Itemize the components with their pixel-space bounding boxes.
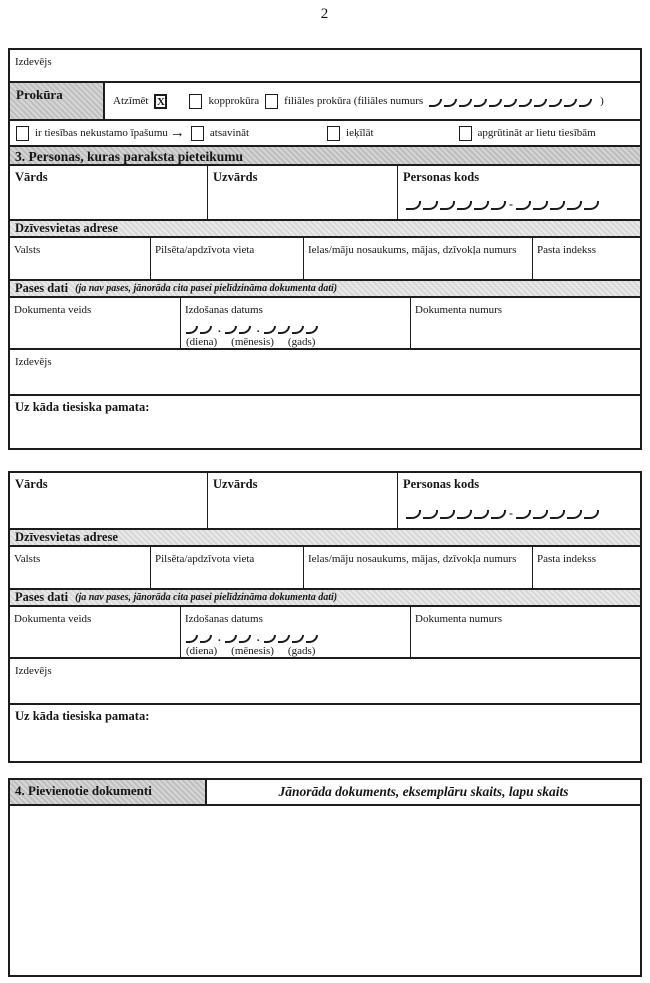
address-header-title: Dzīvesvietas adrese	[15, 530, 118, 544]
address2-row	[10, 545, 640, 588]
date-slots-year	[264, 322, 320, 334]
kopprokura-label: kopprokūra	[208, 95, 260, 107]
uz-kada-pamata-label: Uz kāda tiesiska pamata:	[15, 400, 150, 414]
uzvards-field	[207, 166, 397, 219]
gads-label: (gads)	[287, 336, 316, 348]
section4-title: 4. Pievienotie dokumenti	[15, 783, 152, 798]
izdevejs-label: Izdevējs	[15, 665, 52, 677]
personas-kods-label: Personas kods	[403, 477, 480, 491]
iekilat-checkbox-icon	[327, 126, 340, 141]
atzimet-label: Atzīmēt	[113, 95, 149, 107]
filiales-close-paren: )	[600, 95, 604, 107]
dokumenta-veids-label: Dokumenta veids	[14, 304, 92, 316]
izdosanas-datums-field	[180, 298, 410, 348]
kods-slots-right	[516, 507, 601, 519]
personas-kods-field	[397, 166, 640, 219]
izdosanas-datums-label: Izdošanas datums	[185, 304, 263, 316]
date-slots-day	[186, 322, 214, 334]
dokumenta-veids-field	[10, 298, 180, 348]
dokumenta-veids-field	[10, 607, 180, 657]
uz-kada-pamata1-field	[10, 394, 640, 448]
date-dot: .	[218, 632, 221, 644]
uzvards-label: Uzvārds	[213, 477, 258, 491]
address1-row	[10, 236, 640, 279]
pases-header-title: Pases dati	[15, 590, 69, 604]
pasta-indekss-label: Pasta indekss	[537, 244, 596, 256]
kods-hyphen: -	[509, 197, 513, 211]
atsavinat-label: atsavināt	[209, 127, 250, 139]
atsavinat-checkbox-icon	[191, 126, 204, 141]
pases-header-title: Pases dati	[15, 281, 69, 295]
pilseta-field	[150, 547, 303, 588]
person2-name-row	[10, 473, 640, 528]
pases-header-note: (ja nav pases, jānorāda cita pasei pielīdzināma dokumenta dati)	[75, 592, 338, 603]
uzvards-label: Uzvārds	[213, 170, 258, 184]
izdevejs-field-top	[10, 50, 640, 81]
valsts-label: Valsts	[14, 244, 41, 256]
date-dot: .	[218, 323, 221, 335]
rights-main-checkbox-icon	[16, 126, 29, 141]
personas-kods-blank-line	[406, 507, 601, 519]
pasta-indekss-field	[532, 547, 640, 588]
dokumenta-veids-label: Dokumenta veids	[14, 613, 92, 625]
personas-kods-blank-line	[406, 198, 601, 210]
gads-label: (gads)	[287, 645, 316, 657]
kods-hyphen: -	[509, 506, 513, 520]
date-dot: .	[256, 632, 260, 644]
date-slots-day	[186, 631, 214, 643]
form-section-person2	[8, 471, 642, 763]
vards-label: Vārds	[15, 170, 48, 184]
section4-header	[10, 780, 640, 804]
date-dot: .	[256, 323, 260, 335]
prokura-header-cell	[10, 83, 105, 119]
apgrutinat-label: apgrūtināt ar lietu tiesībām	[477, 127, 596, 139]
section4-title-cell	[10, 780, 207, 804]
dokumenta-numurs-label: Dokumenta numurs	[415, 613, 503, 625]
dokumenta-numurs-field	[410, 298, 640, 348]
right-arrow-icon: →	[169, 124, 185, 141]
ielas-field	[303, 547, 532, 588]
pasta-indekss-label: Pasta indekss	[537, 553, 596, 565]
diena-label: (diena)	[186, 336, 218, 348]
form-section-documents	[8, 778, 642, 977]
atzimet-checkbox-checked-icon: X	[154, 94, 167, 109]
pases2-header	[10, 588, 640, 605]
date-blank-block	[186, 322, 320, 348]
person1-name-row	[10, 164, 640, 219]
section3-title: 3. Personas, kuras paraksta pieteikumu	[15, 149, 244, 164]
pilseta-label: Pilsēta/apdzīvota vieta	[155, 553, 255, 565]
prokura-title: Prokūra	[16, 87, 63, 102]
personas-kods-field	[397, 473, 640, 528]
documents-entry-area	[10, 804, 640, 975]
pilseta-label: Pilsēta/apdzīvota vieta	[155, 244, 255, 256]
pases1-row	[10, 296, 640, 348]
izdosanas-datums-label: Izdošanas datums	[185, 613, 263, 625]
pilseta-field	[150, 238, 303, 279]
section4-note: Jānorāda dokuments, eksemplāru skaits, lapu skaits	[278, 784, 569, 799]
apgrutinat-checkbox-icon	[459, 126, 472, 141]
diena-label: (diena)	[186, 645, 218, 657]
prokura-options	[105, 83, 640, 119]
address1-header	[10, 219, 640, 236]
date-slots-month	[225, 322, 253, 334]
vards-field	[10, 473, 207, 528]
rights-main-label: ir tiesības nekustamo īpašumu	[35, 127, 168, 139]
filiales-checkbox-icon	[265, 94, 278, 109]
valsts-label: Valsts	[14, 553, 41, 565]
ielas-field	[303, 238, 532, 279]
uz-kada-pamata-label: Uz kāda tiesiska pamata:	[15, 709, 150, 723]
date-slots-month	[225, 631, 253, 643]
address2-header	[10, 528, 640, 545]
izdosanas-datums-field	[180, 607, 410, 657]
izdevejs-label: Izdevējs	[15, 56, 52, 68]
personas-kods-label: Personas kods	[403, 170, 480, 184]
kods-slots-left	[406, 507, 508, 519]
uzvards-field	[207, 473, 397, 528]
pases1-header	[10, 279, 640, 296]
pases2-row	[10, 605, 640, 657]
izdevejs-label: Izdevējs	[15, 356, 52, 368]
menesis-label: (mēnesis)	[231, 336, 274, 348]
prokura-row	[10, 81, 640, 119]
ielas-label: Ielas/māju nosaukums, mājas, dzīvokļa numurs	[308, 244, 517, 256]
kods-slots-left	[406, 198, 508, 210]
pasta-indekss-field	[532, 238, 640, 279]
uz-kada-pamata2-field	[10, 703, 640, 761]
date-slots-year	[264, 631, 320, 643]
filiales-label: filiāles prokūra (filiāles numurs	[284, 95, 424, 107]
pases-header-note: (ja nav pases, jānorāda cita pasei pielīdzināma dokumenta dati)	[75, 283, 338, 294]
iekilat-label: ieķīlāt	[346, 127, 374, 139]
property-rights-row	[10, 119, 640, 145]
section4-note-cell	[207, 780, 640, 804]
dokumenta-numurs-field	[410, 607, 640, 657]
izdevejs2-field	[10, 657, 640, 703]
menesis-label: (mēnesis)	[231, 645, 274, 657]
address-header-title: Dzīvesvietas adrese	[15, 221, 118, 235]
ielas-label: Ielas/māju nosaukums, mājas, dzīvokļa numurs	[308, 553, 517, 565]
dokumenta-numurs-label: Dokumenta numurs	[415, 304, 503, 316]
vards-label: Vārds	[15, 477, 48, 491]
kopprokura-checkbox-icon	[189, 94, 202, 109]
date-blank-block	[186, 631, 320, 657]
kods-slots-right	[516, 198, 601, 210]
form-section-prokura-person1	[8, 48, 642, 450]
section3-header	[10, 145, 640, 164]
vards-field	[10, 166, 207, 219]
page-number: 2	[320, 6, 330, 22]
izdevejs1-field	[10, 348, 640, 394]
filiales-numurs-blank-slots	[429, 95, 594, 107]
valsts-field	[10, 238, 150, 279]
valsts-field	[10, 547, 150, 588]
